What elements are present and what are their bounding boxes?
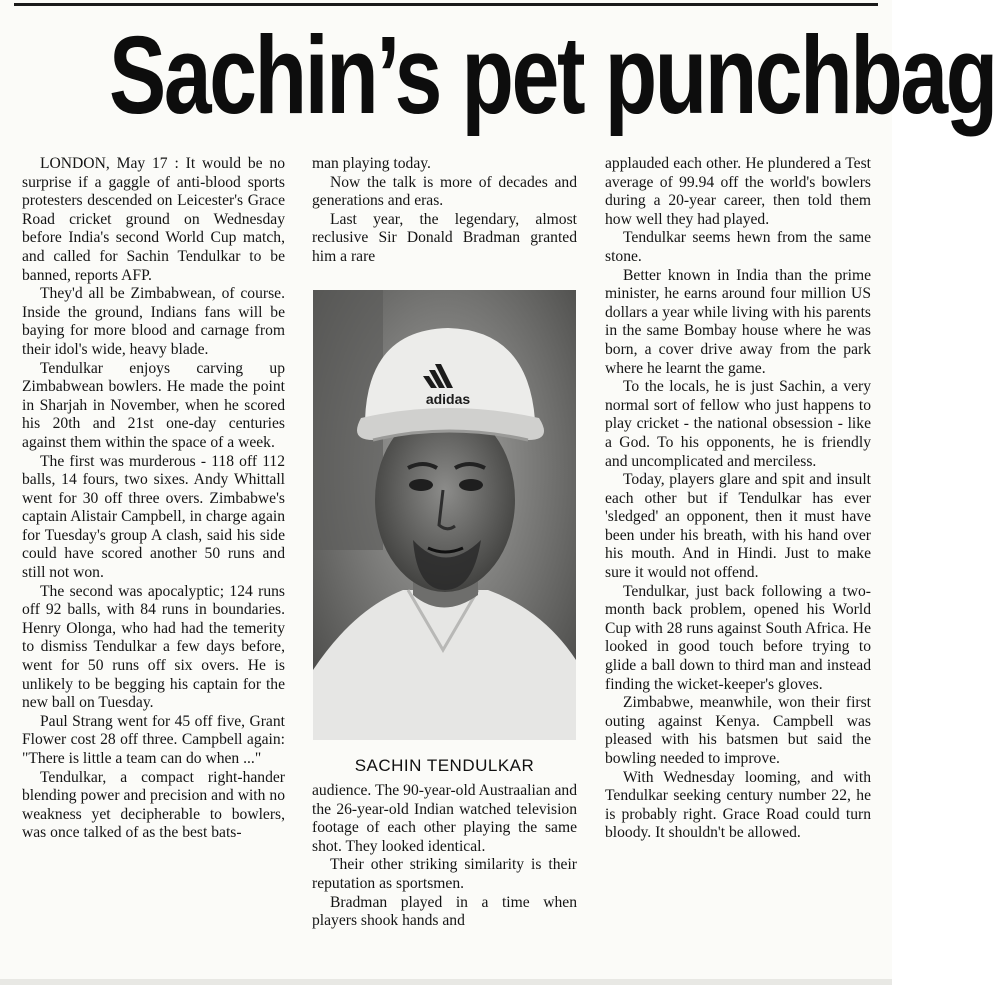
paragraph: Bradman played in a time when players shook hands and <box>312 893 577 930</box>
paragraph: Paul Strang went for 45 off five, Grant Flower cost 28 off three. Campbell again: "There is little a team can do when ..." <box>22 712 285 767</box>
player-photo <box>313 290 576 740</box>
paragraph: Today, players glare and spit and insult each other but if Tendulkar has ever 'sledged' an opponent, then it must have been under his breath, with his hand over his mouth. And in Hindi. Just to make sure it would not offend. <box>605 471 871 582</box>
paragraph: Tendulkar enjoys carving up Zimbabwean bowlers. He made the point in Sharjah in November, when he scored his 20th and 21st one-day centuries against them within the space of a week. <box>22 359 285 451</box>
headline: Sachin’s pet punchbag <box>109 14 996 137</box>
column-1 <box>22 155 285 975</box>
paragraph: Their other striking similarity is their reputation as sportsmen. <box>312 856 577 892</box>
paragraph: The first was murderous - 118 off 112 balls, 14 fours, two sixes. Andy Whittall went for 30 off three overs. Zimbabwe's captain Alistair Campbell, in charge again for Tuesday's group A clash, said his side could have scored another 50 runs and still not won. <box>22 452 285 582</box>
column-2-top <box>312 155 577 290</box>
paragraph: Tendulkar, a compact right-hander blending power and precision and with no weakness yet decipherable to bowlers, was once talked of as the best bats- <box>22 768 285 842</box>
column-3 <box>605 155 871 975</box>
paragraph: applauded each other. He plundered a Test average of 99.94 off the world's bowlers during a 20-year career, then told them how well they had played. <box>605 155 871 228</box>
bottom-edge <box>0 979 892 985</box>
paragraph: Now the talk is more of decades and generations and eras. <box>312 173 577 210</box>
paragraph: audience. The 90-year-old Austraalian and the 26-year-old Indian watched television footage of each other playing the same shot. They looked identical. <box>312 782 577 855</box>
paragraph: Tendulkar seems hewn from the same stone. <box>605 229 871 265</box>
paragraph: The second was apocalyptic; 124 runs off 92 balls, with 84 runs in boundaries. Henry Olonga, who had had the temerity to dismiss Tendulkar a few days before, went for 50 runs off six overs. He is unlikely to be begging his captain for the new ball on Tuesday. <box>22 582 285 712</box>
paragraph: LONDON, May 17 : It would be no surprise if a gaggle of anti-blood sports protesters descended on Leicester's Grace Road cricket ground on Wednesday before India's second World Cup match, and called for Sachin Tendulkar to be banned, reports AFP. <box>22 155 285 284</box>
paragraph: To the locals, he is just Sachin, a very normal sort of fellow who just happens to play cricket - the national obsession - like a God. To his opponents, he is friendly and uncomplicated and merciless. <box>605 378 871 470</box>
player-portrait-image <box>313 290 576 740</box>
paragraph: With Wednesday looming, and with Tendulkar seeking century number 22, he is probably right. Grace Road could turn bloody. It shouldn't be allowed. <box>605 768 871 842</box>
paragraph: man playing today. <box>312 155 431 172</box>
cap-logo-text: adidas <box>425 391 471 407</box>
paragraph: They'd all be Zimbabwean, of course. Inside the ground, Indians fans will be baying for more blood and carnage from their idol's wide, heavy blade. <box>22 285 285 358</box>
paragraph: Zimbabwe, meanwhile, won their first outing against Kenya. Campbell was pleased with his batsmen but said the bowling needed to improve. <box>605 694 871 767</box>
photo-caption: SACHIN TENDULKAR <box>354 756 535 775</box>
paragraph: Better known in India than the prime minister, he earns around four million US dollars a year while living with his parents in the same Bombay house where he was born, a cover drive away from the park where he learnt the game. <box>605 266 871 377</box>
paragraph: Last year, the legendary, almost reclusive Sir Donald Bradman granted him a rare <box>312 210 577 265</box>
paragraph: Tendulkar, just back following a two-month back problem, opened his World Cup with 28 runs against South Africa. He looked in good touch before trying to glide a ball down to third man and instead finding the wicket-keeper's gloves. <box>605 582 871 693</box>
column-2-bottom <box>312 782 577 977</box>
